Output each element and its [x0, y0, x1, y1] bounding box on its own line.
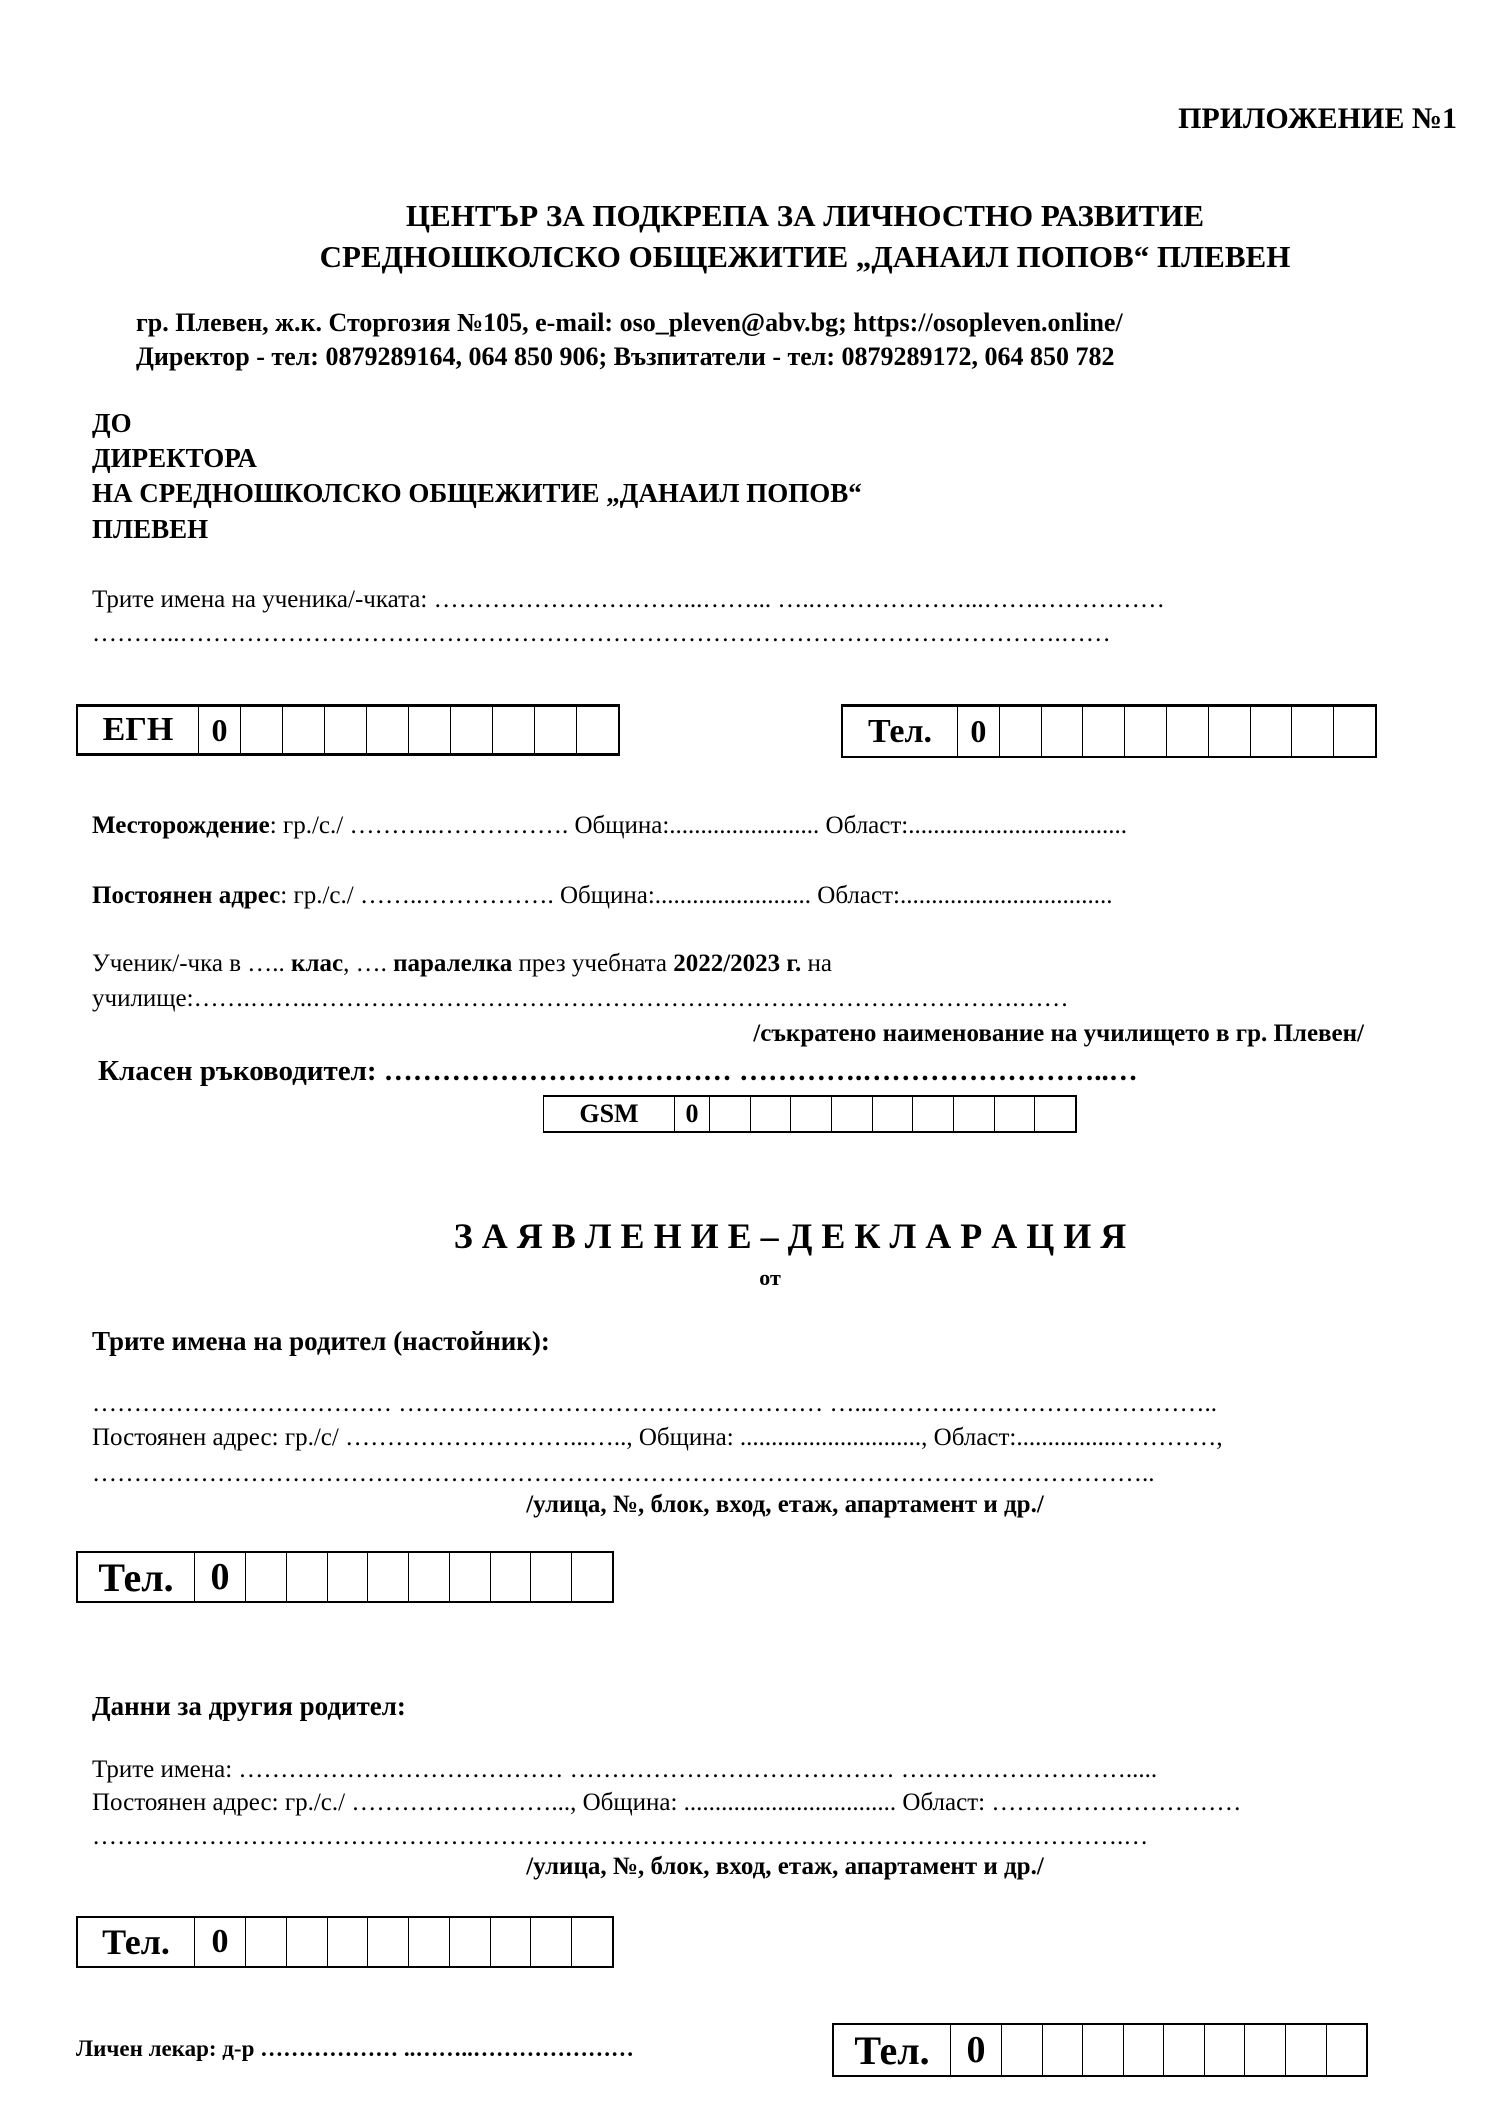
- digit-cell[interactable]: [368, 1553, 409, 1601]
- digit-cell[interactable]: [450, 1553, 491, 1601]
- school-hint: /съкратено наименование на училището в гр. Плевен/: [753, 1020, 1364, 1047]
- digit-cell[interactable]: [1000, 707, 1042, 756]
- digit-cell[interactable]: [873, 1097, 914, 1131]
- birthplace-label: Месторождение: [92, 812, 270, 839]
- digit-cell[interactable]: [287, 1553, 328, 1601]
- parent-phone-field[interactable]: [76, 1551, 614, 1603]
- digit-cell[interactable]: [531, 1553, 572, 1601]
- school-field[interactable]: училище:…….……..………………………………………………………………………….……: [92, 985, 1069, 1012]
- digit-cell[interactable]: [1083, 2025, 1124, 2075]
- address-label: Постоянен адрес: [92, 882, 281, 909]
- text: на: [801, 950, 832, 977]
- other-parent-phone-field[interactable]: [76, 1916, 614, 1968]
- fill-dots: …………………………...……... …..………………...…….……………: [433, 586, 1165, 613]
- addressee-line: ДИРЕКТОРА: [92, 443, 257, 473]
- digit-cell[interactable]: [409, 1918, 450, 1966]
- doctor-field[interactable]: Личен лекар: д-р ……………… ..……..…………………: [76, 2036, 634, 2061]
- doctor-phone-field[interactable]: [832, 2023, 1368, 2077]
- digit-cell[interactable]: [710, 1097, 751, 1131]
- contact-line-1: гр. Плевен, ж.к. Сторгозия №105, e-mail: oso_pleven@abv.bg; https://osopleven.online/: [136, 308, 1123, 337]
- addressee-line: ДО: [92, 408, 132, 438]
- digit-cell[interactable]: [409, 707, 451, 753]
- address-hint: /улица, №, блок, вход, етаж, апартамент и др./: [526, 1853, 1044, 1880]
- student-names-label: Трите имена на ученика/-чката:: [92, 586, 434, 613]
- other-parent-street-field[interactable]: …………………………………………………………………………………………………………….…: [92, 1823, 1149, 1850]
- gsm-field[interactable]: [543, 1095, 1077, 1133]
- digit-cell[interactable]: [246, 1553, 287, 1601]
- appendix-label: ПРИЛОЖЕНИЕ №1: [1178, 102, 1457, 135]
- fill-dots: : гр./с./ ………..……………. Община:........................ Област:...................................: [269, 812, 1127, 839]
- digit-cell[interactable]: 0: [675, 1097, 710, 1131]
- addressee-line: ПЛЕВЕН: [92, 514, 209, 544]
- digit-cell[interactable]: [832, 1097, 873, 1131]
- digit-cell[interactable]: [1286, 2025, 1327, 2075]
- digit-cell[interactable]: [328, 1553, 369, 1601]
- student-names-dots[interactable]: ………..…………………………………………………………………………………………….……: [92, 620, 1111, 647]
- digit-cell[interactable]: [1083, 707, 1125, 756]
- tel-label: Тел.: [78, 1553, 195, 1601]
- digit-cell[interactable]: [1164, 2025, 1205, 2075]
- digit-cell[interactable]: [328, 1918, 369, 1966]
- egn-label: ЕГН: [78, 707, 199, 753]
- digit-cell[interactable]: [535, 707, 577, 753]
- digit-cell[interactable]: [409, 1553, 450, 1601]
- digit-cell[interactable]: [995, 1097, 1036, 1131]
- digit-cell[interactable]: [283, 707, 325, 753]
- other-parent-address-field[interactable]: Постоянен адрес: гр./с./ ……………………..., Община: .................................. Област: …………………………: [92, 1789, 1242, 1816]
- digit-cell[interactable]: 0: [958, 707, 1000, 756]
- digit-cell[interactable]: [1209, 707, 1251, 756]
- digit-cell[interactable]: [1042, 707, 1084, 756]
- digit-cell[interactable]: [1035, 1097, 1075, 1131]
- addressee-line: НА СРЕДНОШКОЛСКО ОБЩЕЖИТИЕ „ДАНАИЛ ПОПОВ“: [92, 478, 862, 508]
- birthplace-field[interactable]: [92, 812, 1127, 840]
- digit-cell[interactable]: [751, 1097, 792, 1131]
- digit-cell[interactable]: [913, 1097, 954, 1131]
- digit-cell[interactable]: [1205, 2025, 1246, 2075]
- digit-cell[interactable]: [572, 1918, 612, 1966]
- tel-label: Тел.: [843, 707, 958, 756]
- digit-cell[interactable]: 0: [951, 2025, 1002, 2075]
- other-parent-names-field[interactable]: Трите имена: ………………………………… ………………………………… ……………………….....: [92, 1756, 1158, 1783]
- digit-cell[interactable]: [246, 1918, 287, 1966]
- text: клас: [291, 950, 344, 977]
- digit-cell[interactable]: [1167, 707, 1209, 756]
- digit-cell[interactable]: [367, 707, 409, 753]
- digit-cell[interactable]: [368, 1918, 409, 1966]
- text: през учебната: [512, 950, 674, 977]
- digit-cell[interactable]: [531, 1918, 572, 1966]
- text: 2022/2023 г.: [673, 950, 802, 977]
- institution-title-line1: ЦЕНТЪР ЗА ПОДКРЕПА ЗА ЛИЧНОСТНО РАЗВИТИЕ: [405, 198, 1205, 233]
- digit-cell[interactable]: [491, 1918, 532, 1966]
- digit-cell[interactable]: [1245, 2025, 1286, 2075]
- digit-cell[interactable]: [1002, 2025, 1043, 2075]
- other-parent-heading: Данни за другия родител:: [92, 1691, 406, 1721]
- declaration-title: З А Я В Л Е Н И Е – Д Е К Л А Р А Ц И Я: [453, 1216, 1127, 1256]
- digit-cell[interactable]: [1334, 707, 1375, 756]
- digit-cell[interactable]: [1125, 707, 1167, 756]
- student-phone-field[interactable]: [841, 704, 1377, 758]
- digit-cell[interactable]: 0: [195, 1553, 246, 1601]
- digit-cell[interactable]: [287, 1918, 328, 1966]
- text: , ….: [343, 950, 394, 977]
- digit-cell[interactable]: [325, 707, 367, 753]
- text: паралелка: [393, 950, 513, 977]
- tel-label: Тел.: [78, 1918, 195, 1966]
- digit-cell[interactable]: [241, 707, 283, 753]
- egn-field[interactable]: [76, 704, 620, 756]
- parent-names-field[interactable]: ……………………………… …………………………………………… …...……….…………………………..: [92, 1390, 1217, 1417]
- digit-cell[interactable]: [1292, 707, 1334, 756]
- digit-cell[interactable]: [791, 1097, 832, 1131]
- digit-cell[interactable]: [954, 1097, 995, 1131]
- digit-cell[interactable]: [1043, 2025, 1084, 2075]
- institution-title-line2: СРЕДНОШКОЛСКО ОБЩЕЖИТИЕ „ДАНАИЛ ПОПОВ“ ПЛЕВЕН: [319, 239, 1291, 274]
- digit-cell[interactable]: [1327, 2025, 1367, 2075]
- fill-dots: : гр./с./ ……..……………. Община:......................... Област:..................................: [280, 882, 1113, 909]
- student-names-field[interactable]: [92, 586, 1165, 614]
- parent-street-field[interactable]: ………………………………………………………………………………………………………………..: [92, 1460, 1155, 1487]
- digit-cell[interactable]: [1251, 707, 1293, 756]
- declaration-from: от: [759, 1265, 781, 1290]
- digit-cell[interactable]: 0: [195, 1918, 246, 1966]
- digit-cell[interactable]: 0: [199, 707, 241, 753]
- digit-cell[interactable]: [491, 1553, 532, 1601]
- digit-cell[interactable]: [450, 1918, 491, 1966]
- parent-address-field[interactable]: Постоянен адрес: гр./с/ ………………………...….., Община: ............................., Област:................…………,: [92, 1424, 1223, 1451]
- text: Ученик/-чка в …..: [92, 950, 292, 977]
- class-line[interactable]: [92, 950, 832, 978]
- student-address-field[interactable]: [92, 882, 1112, 910]
- parent-heading: Трите имена на родител (настойник):: [92, 1326, 550, 1356]
- digit-cell[interactable]: [451, 707, 493, 753]
- address-hint: /улица, №, блок, вход, етаж, апартамент и др./: [526, 1491, 1044, 1518]
- class-teacher-field[interactable]: Класен ръководител: ……………………………… ………….……………………..…: [98, 1055, 1138, 1087]
- digit-cell[interactable]: [493, 707, 535, 753]
- digit-cell[interactable]: [577, 707, 618, 753]
- contact-line-2: Директор - тел: 0879289164, 064 850 906; Възпитатели - тел: 0879289172, 064 850 782: [136, 342, 1115, 371]
- tel-label: Тел.: [834, 2025, 951, 2075]
- gsm-label: GSM: [544, 1097, 675, 1131]
- digit-cell[interactable]: [572, 1553, 612, 1601]
- digit-cell[interactable]: [1124, 2025, 1165, 2075]
